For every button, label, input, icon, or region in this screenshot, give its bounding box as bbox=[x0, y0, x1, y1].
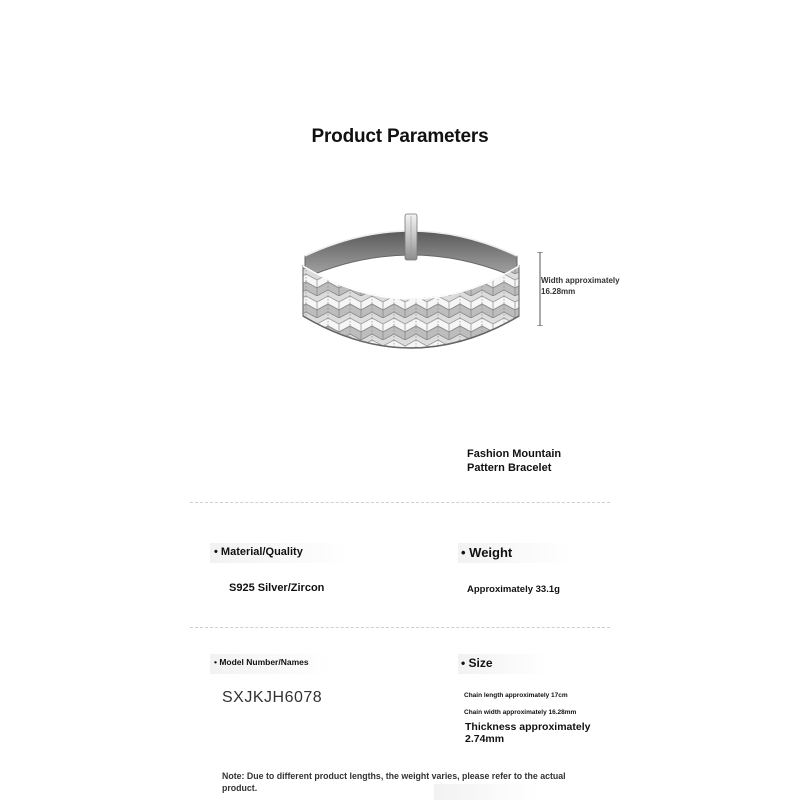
width-dimension-line1: Width approximately bbox=[541, 276, 620, 285]
thickness-line2: 2.74mm bbox=[465, 733, 505, 745]
material-label: • Material/Quality bbox=[214, 546, 303, 558]
thickness-value bbox=[465, 721, 615, 745]
weight-note: Note: Due to different product lengths, the weight varies, please refer to the actual product. bbox=[222, 771, 566, 793]
model-value: SXJKJH6078 bbox=[222, 689, 323, 706]
material-value: S925 Silver/Zircon bbox=[229, 582, 325, 594]
weight-label: • Weight bbox=[461, 545, 513, 560]
section-divider-middle bbox=[190, 627, 610, 628]
width-dimension-line2: 16.28mm bbox=[541, 287, 576, 296]
thickness-line1: Thickness approximately bbox=[465, 721, 591, 733]
chain-length-value: Chain length approximately 17cm bbox=[464, 692, 568, 699]
chain-width-value: Chain width approximately 16.28mm bbox=[464, 709, 577, 716]
size-label: • Size bbox=[461, 656, 493, 670]
width-dimension-label bbox=[541, 275, 620, 297]
product-name-line2: Pattern Bracelet bbox=[467, 462, 552, 474]
model-label: • Model Number/Names bbox=[214, 657, 309, 667]
section-divider-top bbox=[190, 502, 610, 503]
product-name-line1: Fashion Mountain bbox=[467, 448, 562, 460]
bracelet-image bbox=[295, 208, 527, 378]
product-name bbox=[467, 447, 607, 475]
weight-value: Approximately 33.1g bbox=[467, 584, 560, 595]
page-title: Product Parameters bbox=[311, 126, 489, 147]
